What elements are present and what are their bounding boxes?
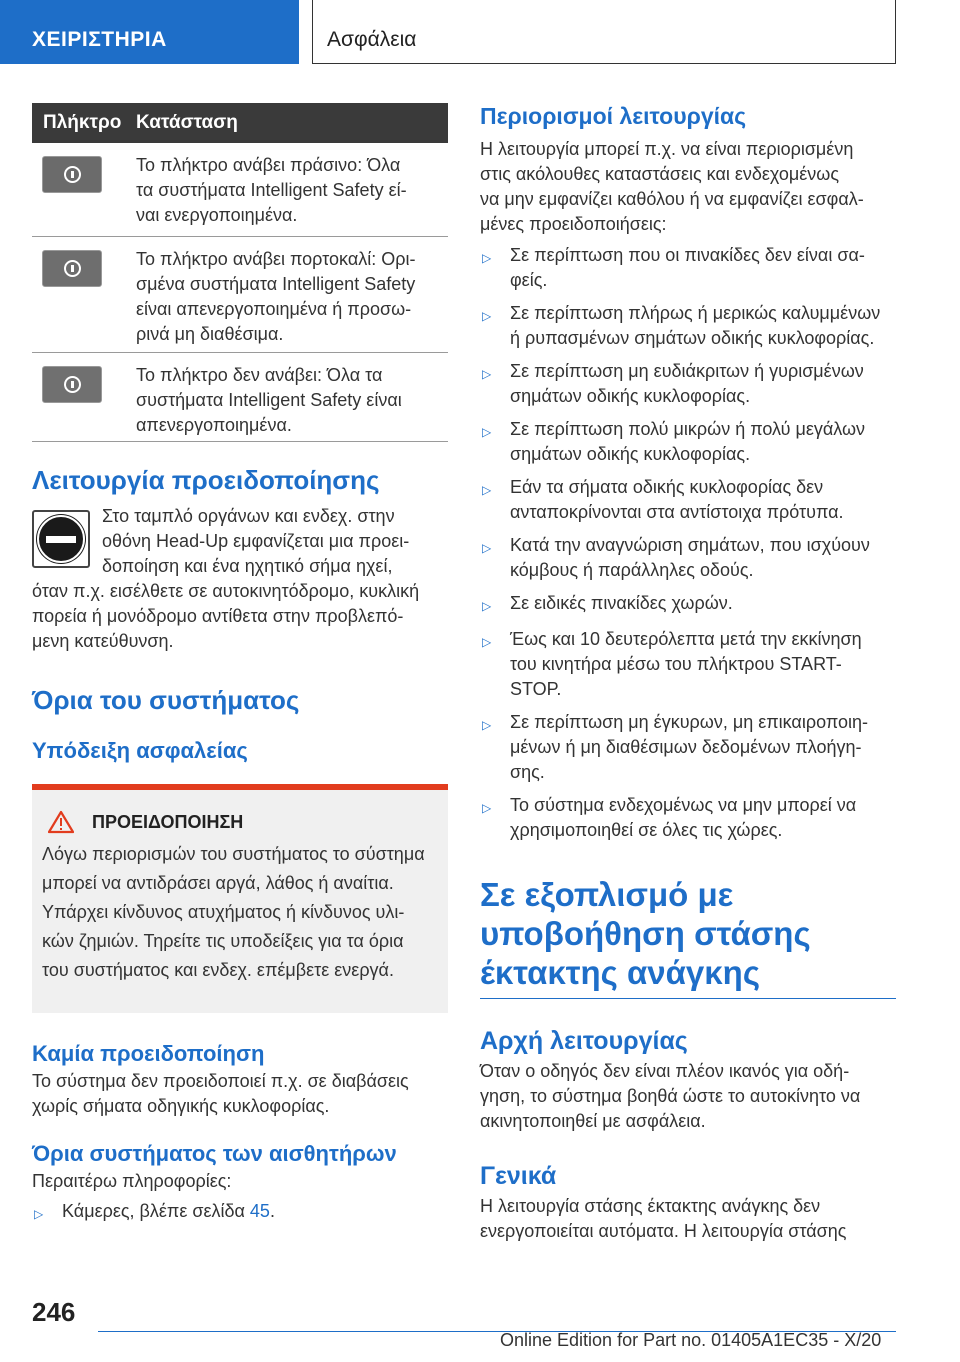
- title-line: υποβοήθηση στάσης: [480, 915, 811, 952]
- list-item: [32, 1199, 448, 1227]
- caution-line: Λόγω περιορισμών του συστήματος το σύστημα: [42, 844, 425, 864]
- sensor-limits-heading: Όρια συστήματος των αισθητήρων: [32, 1141, 397, 1166]
- bullet-line: Εάν τα σήματα οδικής κυκλοφορίας δεν: [510, 477, 824, 497]
- bullet-line: μένων ή μη διαθέσιμων δεδομένων πλοήγη-: [510, 737, 862, 757]
- no-warning-heading: Καμία προειδοποίηση: [32, 1041, 265, 1066]
- table-row: [32, 237, 448, 353]
- table-row: [32, 143, 448, 237]
- principle-line: Όταν ο οδηγός δεν είναι πλέον ικανός για οδή-: [480, 1061, 850, 1081]
- safety-note-heading: Υπόδειξη ασφαλείας: [32, 738, 248, 763]
- warning-line: πορεία ή μονόδρομο αντίθετα στην προβλεπό-: [32, 606, 404, 626]
- no-entry-sign-icon: [32, 510, 90, 568]
- bullet-triangle-icon: ▷: [482, 801, 492, 815]
- warning-function-body: [32, 504, 448, 654]
- intelligent-safety-button-orange-icon: [42, 250, 102, 287]
- warning-line: όταν π.χ. εισέλθετε σε αυτοκινητόδρομο, κυκλική: [32, 581, 420, 601]
- warning-line: δοποίηση και ένα ηχητικό σήμα ηχεί,: [102, 556, 393, 576]
- sensor-limits-intro: Περαιτέρω πληροφορίες:: [32, 1171, 232, 1191]
- row-line: ναι ενεργοποιημένα.: [136, 205, 298, 225]
- bullet-line: σης.: [510, 762, 545, 782]
- bullet-line: STOP.: [510, 679, 562, 699]
- bullet-line: του κινητήρα μέσω του πλήκτρου START-: [510, 654, 842, 674]
- bullet-line: χρησιμοποιηθεί σε όλες τις χώρες.: [510, 820, 783, 840]
- title-line: Σε εξοπλισμό με: [480, 876, 734, 913]
- no-warning-line: χωρίς σήματα οδηγικής κυκλοφορίας.: [32, 1096, 330, 1116]
- caution-title: [42, 810, 434, 834]
- row-line: σμένα συστήματα Intelligent Safety: [136, 274, 416, 294]
- bullet-line: Σε περίπτωση πολύ μικρών ή πολύ μεγάλων: [510, 419, 866, 439]
- no-warning-line: Το σύστημα δεν προειδοποιεί π.χ. σε διαβάσεις: [32, 1071, 409, 1091]
- left-column: [32, 103, 448, 1227]
- row-line: Το πλήκτρο δεν ανάβει: Όλα τα: [136, 365, 383, 385]
- warning-line: οθόνη Head-Up εμφανίζεται μια προει-: [102, 531, 410, 551]
- list-item: [480, 591, 896, 619]
- chapter-tab: ΧΕΙΡΙΣΤΗΡΙΑ: [0, 0, 299, 64]
- caution-line: Υπάρχει κίνδυνος ατυχήματος ή κίνδυνος υλι-: [42, 902, 405, 922]
- page-link[interactable]: 45: [249, 1201, 270, 1221]
- list-item: [480, 417, 896, 467]
- title-line: έκτακτης ανάγκης: [480, 954, 761, 991]
- bullet-line: φείς.: [510, 270, 548, 290]
- emergency-stop-title: [480, 875, 896, 999]
- principle-heading: Αρχή λειτουργίας: [480, 1027, 688, 1055]
- bullet-triangle-icon: ▷: [482, 599, 492, 613]
- restrictions-line: να μην εμφανίζει καθόλου ή να εμφανίζει εσφαλ-: [480, 189, 864, 209]
- list-item: [480, 475, 896, 525]
- warning-triangle-icon: [48, 810, 74, 834]
- warning-line: Στο ταμπλό οργάνων και ενδεχ. στην: [102, 506, 395, 526]
- restrictions-line: μένες προειδοποιήσεις:: [480, 214, 667, 234]
- bullet-triangle-icon: ▷: [482, 367, 492, 381]
- caution-title-text: ΠΡΟΕΙΔΟΠΟΙΗΣΗ: [92, 811, 244, 832]
- page-number: 246: [32, 1297, 76, 1327]
- restrictions-line: Η λειτουργία μπορεί π.χ. να είναι περιορισμένη: [480, 139, 854, 159]
- system-limits-heading: Όρια του συστήματος: [32, 685, 300, 715]
- bullet-line: κόμβους ή παράλληλες οδούς.: [510, 560, 754, 580]
- general-line: ενεργοποιείται αυτόματα. Η λειτουργία στάσης: [480, 1221, 847, 1241]
- restrictions-line: στις ακόλουθες καταστάσεις και ενδεχομένως: [480, 164, 840, 184]
- bullet-line: Κατά την αναγνώριση σημάτων, που ισχύουν: [510, 535, 870, 555]
- bullet-triangle-icon: ▷: [482, 541, 492, 555]
- caution-line: του συστήματος και ενδεχ. επέμβετε ενεργά.: [42, 960, 394, 980]
- bullet-line: Σε ειδικές πινακίδες χωρών.: [510, 593, 733, 613]
- general-heading: Γενικά: [480, 1162, 557, 1190]
- bullet-triangle-icon: ▷: [482, 425, 492, 439]
- bullet-line: Έως και 10 δευτερόλεπτα μετά την εκκίνηση: [510, 629, 862, 649]
- bullet-line: Σε περίπτωση μη έγκυρων, μη επικαιροποιη-: [510, 712, 869, 732]
- bullet-line: Σε περίπτωση πλήρως ή μερικώς καλυμμένων: [510, 303, 881, 323]
- warning-line: μενη κατεύθυνση.: [32, 631, 174, 651]
- row-line: Το πλήκτρο ανάβει πράσινο: Όλα: [136, 155, 401, 175]
- caution-line: μπορεί να αντιδράσει αργά, λάθος ή αναίτια.: [42, 873, 394, 893]
- row-line: είναι απενεργοποιημένα ή προσω-: [136, 299, 412, 319]
- list-item: [480, 710, 896, 785]
- bullet-end: .: [269, 1201, 275, 1221]
- table-row: [32, 353, 448, 442]
- right-column: [480, 103, 896, 1244]
- bullet-triangle-icon: ▷: [482, 251, 492, 265]
- footer-edition: Online Edition for Part no. 01405A1EC35 - X/20: [500, 1330, 882, 1350]
- principle-line: γηση, το σύστημα βοηθά ώστε το αυτοκίνητο να: [480, 1086, 861, 1106]
- col-state-header: Κατάσταση: [136, 112, 238, 133]
- bullet-line: Το σύστημα ενδεχομένως να μην μπορεί να: [510, 795, 857, 815]
- bullet-triangle-icon: ▷: [482, 309, 492, 323]
- list-item: [480, 301, 896, 351]
- warning-function-heading: Λειτουργία προειδοποίησης: [32, 465, 380, 495]
- row-line: συστήματα Intelligent Safety είναι: [136, 390, 402, 410]
- bullet-line: Σε περίπτωση που οι πινακίδες δεν είναι σα-: [510, 245, 865, 265]
- bullet-triangle-icon: ▷: [482, 635, 492, 649]
- row-line: ρινά μη διαθέσιμα.: [136, 324, 284, 344]
- bullet-line: Σε περίπτωση μη ευδιάκριτων ή γυρισμένων: [510, 361, 864, 381]
- bullet-text: Κάμερες, βλέπε σελίδα: [62, 1201, 250, 1221]
- intelligent-safety-button-off-icon: [42, 366, 102, 403]
- bullet-line: σημάτων οδικής κυκλοφορίας.: [510, 386, 751, 406]
- bullet-line: ή ρυπασμένων σημάτων οδικής κυκλοφορίας.: [510, 328, 875, 348]
- restrictions-heading: Περιορισμοί λειτουργίας: [480, 103, 747, 129]
- list-item: [480, 793, 896, 843]
- col-key-header: Πλήκτρο: [43, 112, 122, 133]
- list-item: [480, 627, 896, 702]
- row-line: Το πλήκτρο ανάβει πορτοκαλί: Ορι-: [136, 249, 416, 269]
- row-line: τα συστήματα Intelligent Safety εί-: [136, 180, 407, 200]
- table-header: [32, 103, 448, 143]
- list-item: [480, 359, 896, 409]
- bullet-triangle-icon: ▷: [482, 483, 492, 497]
- list-item: [480, 533, 896, 583]
- bullet-triangle-icon: ▷: [482, 718, 492, 732]
- principle-line: ακινητοποιηθεί με ασφάλεια.: [480, 1111, 706, 1131]
- caution-box: [32, 784, 448, 1013]
- bullet-line: ανταποκρίνονται στα αντίστοιχα πρότυπα.: [510, 502, 844, 522]
- bullet-triangle-icon: ▷: [34, 1207, 44, 1221]
- intelligent-safety-button-green-icon: [42, 156, 102, 193]
- row-line: απενεργοποιημένα.: [136, 415, 292, 435]
- bullet-line: σημάτων οδικής κυκλοφορίας.: [510, 444, 751, 464]
- list-item: [480, 243, 896, 293]
- general-line: Η λειτουργία στάσης έκτακτης ανάγκης δεν: [480, 1196, 821, 1216]
- section-title: Ασφάλεια: [312, 0, 896, 64]
- caution-line: κών ζημιών. Τηρείτε τις υποδείξεις για τα όρια: [42, 931, 404, 951]
